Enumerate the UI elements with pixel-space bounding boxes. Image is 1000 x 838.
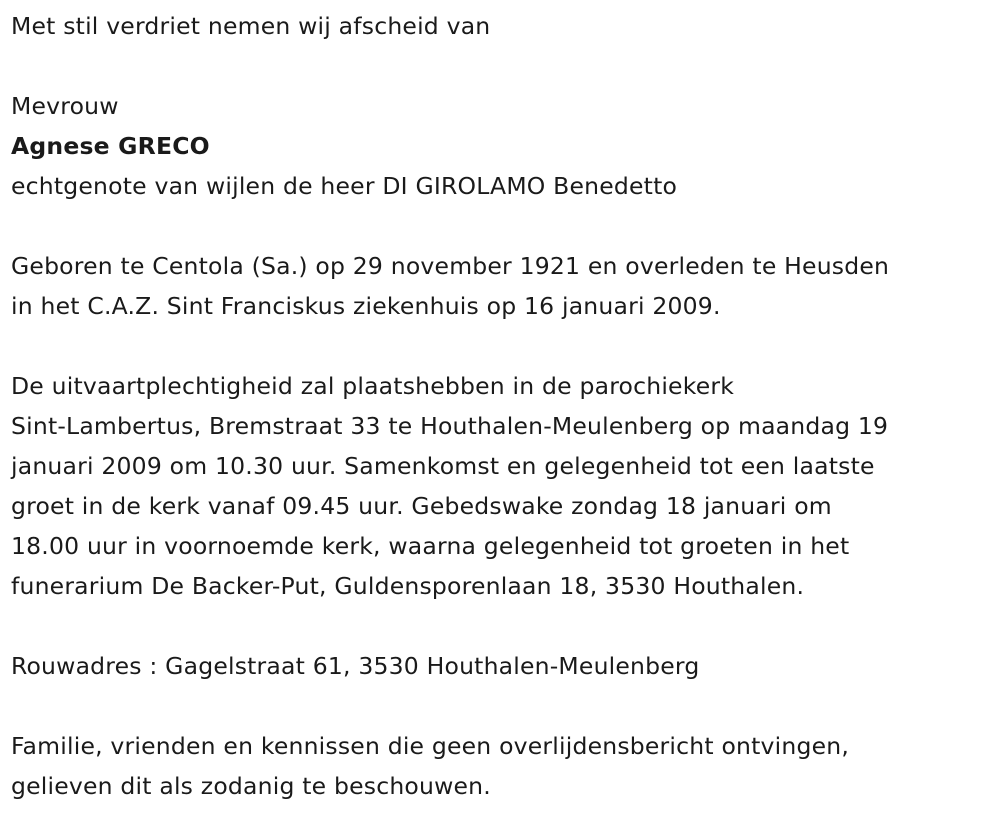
spacer <box>11 206 996 246</box>
spacer <box>11 686 996 726</box>
birth-death-paragraph <box>11 246 996 326</box>
intro-text: Met stil verdriet nemen wij afscheid van <box>11 12 491 40</box>
paragraph-line: De uitvaartplechtigheid zal plaatshebben in de parochiekerk <box>11 372 735 400</box>
paragraph-line: Sint-Lambertus, Bremstraat 33 te Houthalen-Meulenberg op maandag 19 <box>11 412 889 440</box>
paragraph-line: Familie, vrienden en kennissen die geen overlijdensbericht ontvingen, <box>11 732 849 760</box>
spacer <box>11 46 996 86</box>
paragraph-line: Geboren te Centola (Sa.) op 29 november 1921 en overleden te Heusden <box>11 252 890 280</box>
funeral-paragraph <box>11 366 996 606</box>
paragraph-line: in het C.A.Z. Sint Franciskus ziekenhuis op 16 januari 2009. <box>11 292 721 320</box>
spacer <box>11 606 996 646</box>
spacer <box>11 326 996 366</box>
paragraph-line: groet in de kerk vanaf 09.45 uur. Gebedswake zondag 18 januari om <box>11 492 832 520</box>
paragraph-line: funerarium De Backer-Put, Guldensporenlaan 18, 3530 Houthalen. <box>11 572 805 600</box>
paragraph-line: januari 2009 om 10.30 uur. Samenkomst en gelegenheid tot een laatste <box>11 452 875 480</box>
spouse-text: echtgenote van wijlen de heer DI GIROLAMO Benedetto <box>11 172 678 200</box>
deceased-name: Agnese GRECO <box>11 132 210 160</box>
paragraph-line: gelieven dit als zodanig te beschouwen. <box>11 772 491 800</box>
obituary-notice <box>11 6 996 806</box>
mourning-address: Rouwadres : Gagelstraat 61, 3530 Houthalen-Meulenberg <box>11 652 700 680</box>
salutation-text: Mevrouw <box>11 92 119 120</box>
paragraph-line: 18.00 uur in voornoemde kerk, waarna gelegenheid tot groeten in het <box>11 532 850 560</box>
closing-paragraph <box>11 726 996 806</box>
